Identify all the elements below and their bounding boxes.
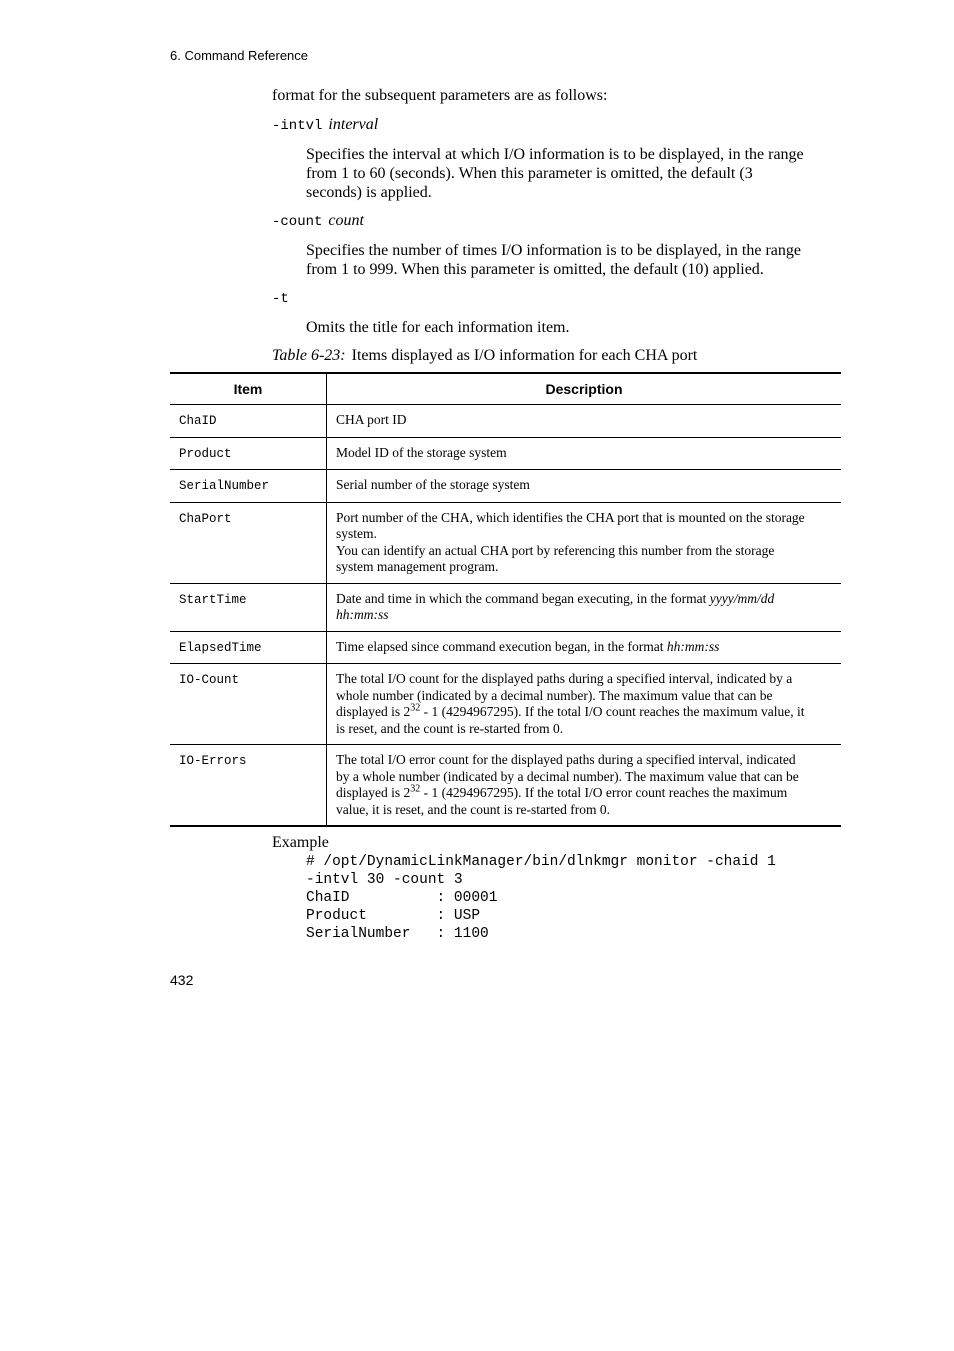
desc-text: displayed is 2 [336, 704, 411, 719]
code-line: ChaID : 00001 [306, 890, 498, 906]
code-line: SerialNumber : 1100 [306, 926, 489, 942]
desc-line [336, 591, 832, 608]
option-count-description [306, 241, 846, 279]
description-cell [327, 502, 842, 583]
code-line: # /opt/DynamicLinkManager/bin/dlnkmgr monitor -chaid 1 [306, 854, 776, 870]
description-cell [327, 405, 842, 438]
table-row [170, 745, 841, 827]
table-header-row [170, 373, 841, 405]
item-cell: ChaPort [170, 502, 327, 583]
option-t-description [306, 318, 846, 337]
table-row [170, 470, 841, 503]
option-flag: -count [272, 214, 323, 230]
table-row [170, 664, 841, 745]
table-caption-text: Items displayed as I/O information for each CHA port [351, 347, 698, 364]
item-cell: StartTime [170, 583, 327, 631]
desc-text: - 1 (4294967295). If the total I/O count reaches the maximum value, it [420, 704, 805, 719]
option-count [272, 212, 364, 230]
code-line: -intvl 30 -count 3 [306, 872, 463, 888]
desc-line: Specifies the interval at which I/O information is to be displayed, in the range [306, 146, 804, 163]
format-text: yyyy/mm/dd [709, 590, 775, 606]
item-cell: SerialNumber [170, 470, 327, 503]
table-row [170, 405, 841, 438]
desc-line: is reset, and the count is re-started from 0. [336, 720, 564, 736]
desc-text: Time elapsed since command execution began, in the format [336, 638, 667, 654]
option-arg: count [328, 212, 364, 229]
format-text: hh:mm:ss [666, 638, 720, 654]
desc-line [336, 639, 832, 656]
option-t [272, 289, 289, 307]
table-row [170, 583, 841, 631]
item-cell: ChaID [170, 405, 327, 438]
desc-line: Model ID of the storage system [336, 444, 507, 460]
desc-text: - 1 (4294967295). If the total I/O error count reaches the maximum [420, 785, 788, 800]
option-flag: -intvl [272, 118, 323, 134]
header-item: Item [170, 373, 327, 405]
example-heading: Example [272, 834, 329, 851]
desc-line: value, it is reset, and the count is re-started from 0. [336, 801, 611, 817]
table-row [170, 502, 841, 583]
desc-line [336, 785, 832, 802]
desc-line: You can identify an actual CHA port by referencing this number from the storage [336, 542, 775, 558]
desc-line: Port number of the CHA, which identifies the CHA port that is mounted on the storage [336, 509, 805, 525]
desc-line: by a whole number (indicated by a decimal number). The maximum value that can be [336, 768, 799, 784]
desc-line: The total I/O count for the displayed paths during a specified interval, indicated by a [336, 671, 793, 686]
desc-line: seconds) is applied. [306, 184, 432, 201]
desc-line: from 1 to 60 (seconds). When this parameter is omitted, the default (3 [306, 165, 753, 182]
desc-line: CHA port ID [336, 412, 407, 427]
desc-line: whole number (indicated by a decimal number). The maximum value that can be [336, 687, 773, 703]
table-caption-label: Table 6-23: [272, 347, 346, 364]
running-header: 6. Command Reference [170, 48, 309, 63]
exponent: 32 [410, 702, 421, 714]
exponent: 32 [410, 783, 421, 795]
option-intvl [272, 116, 378, 134]
description-cell [327, 583, 842, 631]
format-text: hh:mm:ss [336, 607, 389, 622]
option-arg: interval [328, 116, 379, 133]
option-flag: -t [272, 291, 289, 307]
example-code-block [306, 853, 776, 943]
desc-line: from 1 to 999. When this parameter is omitted, the default (10) applied. [306, 261, 764, 278]
desc-line: system. [336, 526, 377, 541]
table-caption [272, 347, 697, 365]
items-table [170, 372, 841, 827]
item-cell: IO-Errors [170, 745, 327, 827]
table-row [170, 631, 841, 664]
header-description: Description [327, 373, 842, 405]
page-number: 432 [170, 972, 194, 988]
description-cell [327, 745, 842, 827]
desc-text: Date and time in which the command began executing, in the format [336, 590, 710, 606]
option-intvl-description [306, 145, 846, 202]
desc-line [336, 704, 832, 721]
description-cell [327, 631, 842, 664]
code-line: Product : USP [306, 908, 481, 924]
item-cell: ElapsedTime [170, 631, 327, 664]
description-cell [327, 470, 842, 503]
desc-line: Serial number of the storage system [336, 477, 530, 492]
intro-text: format for the subsequent parameters are as follows: [272, 87, 608, 104]
desc-line: system management program. [336, 559, 499, 574]
description-cell [327, 437, 842, 470]
item-cell: IO-Count [170, 664, 327, 745]
table-row [170, 437, 841, 470]
item-cell: Product [170, 437, 327, 470]
desc-line: Specifies the number of times I/O information is to be displayed, in the range [306, 242, 801, 259]
desc-line: The total I/O error count for the displayed paths during a specified interval, indicated [336, 752, 796, 767]
desc-text: displayed is 2 [336, 785, 411, 800]
desc-line: Omits the title for each information item. [306, 319, 570, 336]
description-cell [327, 664, 842, 745]
